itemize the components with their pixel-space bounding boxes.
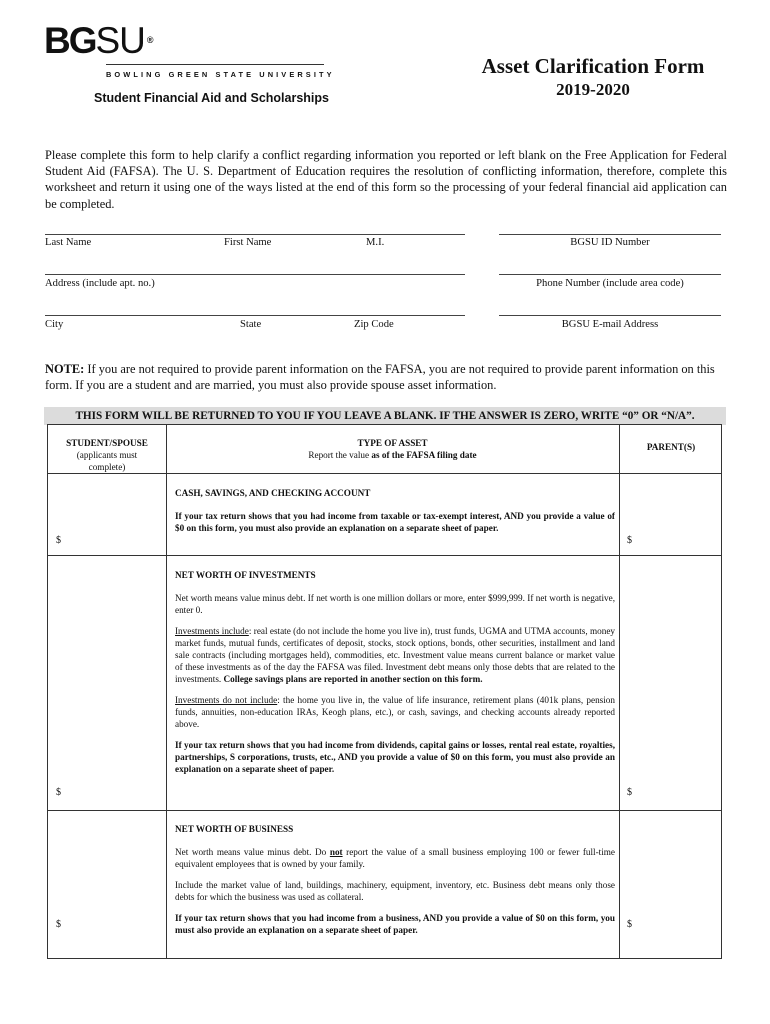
cash-parent-value[interactable]: $: [627, 535, 632, 546]
email-line[interactable]: [499, 315, 721, 316]
business-net-worth: [175, 846, 615, 870]
email-label: BGSU E-mail Address: [561, 319, 659, 330]
cash-student-value[interactable]: $: [56, 535, 61, 546]
logo-rule: [106, 64, 324, 65]
business-p1-not: not: [329, 847, 343, 857]
logo-subtitle: BOWLING GREEN STATE UNIVERSITY: [106, 70, 335, 79]
business-note: If your tax return shows that you had income from a business, AND you provide a value of $0 on this form, you must also provide an explanation on a separate sheet of paper.: [175, 913, 615, 935]
investments-exclude-label: Investments do not include: [175, 695, 278, 705]
form-title: Asset Clarification Form: [481, 54, 705, 78]
type-subtitle-text: Report the value: [308, 450, 372, 460]
mi-label: M.I.: [366, 237, 385, 248]
bgsu-id-line[interactable]: [499, 234, 721, 235]
student-column-subtitle: (applicants must complete): [76, 450, 138, 472]
column-divider-right: [619, 425, 620, 958]
note-paragraph: [45, 361, 727, 393]
bgsu-logo: [44, 20, 335, 84]
investments-title: NET WORTH OF INVESTMENTS: [175, 570, 316, 580]
investments-row-divider: [48, 810, 721, 811]
type-column-subtitle: [166, 449, 619, 461]
column-divider-left: [166, 425, 167, 958]
type-subtitle-bold: as of the FAFSA filing date: [371, 450, 477, 460]
department-name: Student Financial Aid and Scholarships: [94, 91, 329, 105]
investments-note: If your tax return shows that you had income from dividends, capital gains or losses, rental real estate, royalties, partnerships, S corporations, trusts, etc., AND you provide a value of $0 on this form, you must also provide an explanation on a separate sheet of paper.: [175, 740, 615, 774]
address-label: Address (include apt. no.): [45, 278, 155, 289]
warning-banner-text: THIS FORM WILL BE RETURNED TO YOU IF YOU LEAVE A BLANK. IF THE ANSWER IS ZERO, WRITE “0” OR “N/A”.: [75, 410, 695, 422]
note-text: If you are not required to provide parent information on the FAFSA, you are not required to provide parent information on this form. If you are a student and are married, you must also provide spouse asset information.: [45, 362, 715, 392]
business-parent-value[interactable]: $: [627, 919, 632, 930]
business-title: NET WORTH OF BUSINESS: [175, 824, 294, 834]
cash-row-divider: [48, 555, 721, 556]
investments-include-label: Investments include: [175, 626, 249, 636]
phone-label: Phone Number (include area code): [536, 278, 684, 289]
warning-banner: [44, 407, 726, 425]
business-p1-post: report the value of a small business employing 100 or fewer full-time equivalent employees that is owned by your family.: [175, 847, 615, 869]
name-line[interactable]: [45, 234, 465, 235]
logo-bg: BG: [44, 20, 96, 61]
type-column-header: [166, 437, 619, 461]
student-column-title: STUDENT/SPOUSE: [66, 438, 148, 448]
cash-title: CASH, SAVINGS, AND CHECKING ACCOUNT: [175, 488, 371, 498]
type-column-title: TYPE OF ASSET: [357, 438, 428, 448]
city-state-zip-line[interactable]: [45, 315, 465, 316]
logo-wordmark: [44, 22, 324, 59]
investments-parent-value[interactable]: $: [627, 787, 632, 798]
logo-su: SU: [95, 20, 145, 61]
cash-note: If your tax return shows that you had income from taxable or tax-exempt interest, AND you provide a value of $0 on this form, you must also provide an explanation on a separate sheet of paper.: [175, 511, 615, 533]
cash-section: [175, 487, 615, 543]
note-label: NOTE:: [45, 362, 85, 376]
investments-exclude: [175, 694, 615, 730]
business-section: [175, 823, 615, 945]
address-line[interactable]: [45, 274, 465, 275]
investments-include-bold: College savings plans are reported in another section on this form.: [223, 674, 483, 684]
header-row-divider: [48, 473, 721, 474]
intro-paragraph: Please complete this form to help clarify a conflict regarding information you reported or left blank on the Free Application for Federal Student Aid (FAFSA). The U. S. Department of Education requires the resolution of conflicting information, therefore, complete this worksheet and return it using one of the ways listed at the end of this form so the processing of your federal financial aid application can be completed.: [45, 148, 727, 211]
investments-include-text: : real estate (do not include the home you live in), trust funds, UGMA and UTMA accounts, money market funds, mutual funds, certificates of deposit, stocks, stock options, bonds, other securities, installment and land sale contracts (including mortgages held), commodities, etc. Investment value means current balance or market value of these investments as of the day the FAFSA was filed. Investment debt means only those debts that are related to the investments.: [175, 626, 616, 684]
form-year: 2019-2020: [556, 80, 630, 99]
zip-label: Zip Code: [354, 319, 394, 330]
investments-student-value[interactable]: $: [56, 787, 61, 798]
student-column-header: [48, 437, 166, 473]
business-p1-pre: Net worth means value minus debt. Do: [175, 847, 330, 857]
registered-mark: ®: [146, 35, 152, 45]
asset-table: [47, 424, 722, 959]
last-name-label: Last Name: [45, 237, 92, 248]
investments-include: [175, 625, 615, 685]
business-student-value[interactable]: $: [56, 919, 61, 930]
business-market-value: Include the market value of land, buildings, machinery, equipment, inventory, etc. Business debt means only those debts for which the business was used as collateral.: [175, 880, 615, 902]
city-label: City: [45, 319, 64, 330]
state-label: State: [240, 319, 262, 330]
bgsu-id-label: BGSU ID Number: [570, 237, 650, 248]
investments-exclude-text: : the home you live in, the value of life insurance, retirement plans (401k plans, pension funds, annuities, non-education IRAs, Keogh plans, etc.), or cash, savings, and checking accounts already reported above.: [175, 695, 615, 729]
phone-line[interactable]: [499, 274, 721, 275]
investments-section: [175, 569, 615, 784]
first-name-label: First Name: [224, 237, 272, 248]
investments-net-worth: Net worth means value minus debt. If net worth is one million dollars or more, enter $999,999. If net worth is negative, enter 0.: [175, 593, 615, 615]
parent-column-header: PARENT(S): [646, 442, 696, 452]
